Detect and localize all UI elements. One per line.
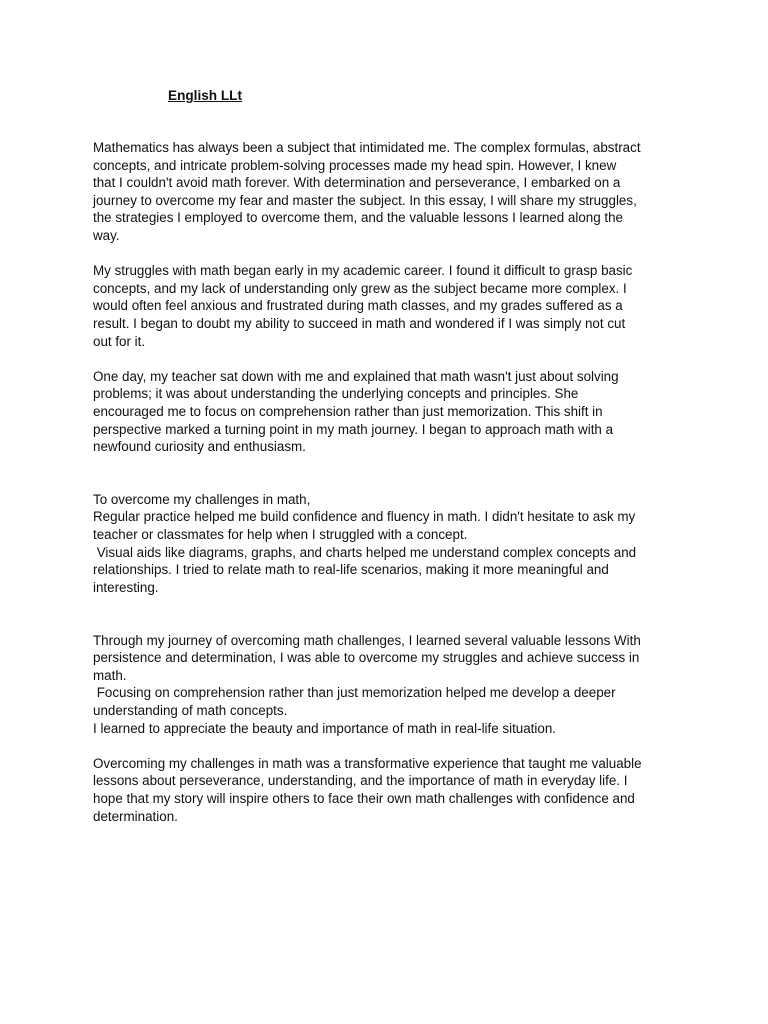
text-line: encouraged me to focus on comprehension rather than just memorization. This shift in xyxy=(93,403,603,419)
text-line: determination. xyxy=(93,808,178,824)
text-line: perspective marked a turning point in my math journey. I began to approach math with a xyxy=(93,421,614,437)
text-line: concepts, and intricate problem-solving processes made my head spin. However, I knew xyxy=(93,157,617,173)
text-line: Mathematics has always been a subject that intimidated me. The complex formulas, abstract xyxy=(93,140,641,155)
text-line: Visual aids like diagrams, graphs, and charts helped me understand complex concepts and xyxy=(93,544,637,560)
paragraph-gap xyxy=(93,245,693,263)
text-line: concepts, and my lack of understanding only grew as the subject became more complex. I xyxy=(93,280,627,296)
text-line: My struggles with math began early in my academic career. I found it difficult to grasp basic xyxy=(93,263,633,279)
text-line: out for it. xyxy=(93,333,146,349)
text-line: Focusing on comprehension rather than just memorization helped me develop a deeper xyxy=(93,685,616,701)
text-line: interesting. xyxy=(93,579,159,595)
document-title: English LLt xyxy=(168,88,243,103)
paragraph-struggles xyxy=(93,262,693,350)
paragraph-strategies xyxy=(93,491,693,597)
text-line: relationships. I tried to relate math to real-life scenarios, making it more meaningful and xyxy=(93,562,609,578)
text-line: math. xyxy=(93,667,127,683)
text-line: hope that my story will inspire others to face their own math challenges with confidence and xyxy=(93,790,635,806)
text-line: way. xyxy=(93,227,120,243)
paragraph-gap xyxy=(93,456,693,491)
text-line: would often feel anxious and frustrated during math classes, and my grades suffered as a xyxy=(93,298,623,314)
paragraph-introduction xyxy=(93,139,693,245)
text-line: Regular practice helped me build confidence and fluency in math. I didn't hesitate to ask my xyxy=(93,509,636,525)
text-line: Through my journey of overcoming math challenges, I learned several valuable lessons With xyxy=(93,632,641,648)
document-body xyxy=(93,139,693,825)
paragraph-turning-point xyxy=(93,368,693,456)
text-line: persistence and determination, I was able to overcome my struggles and achieve success in xyxy=(93,650,640,666)
text-line: newfound curiosity and enthusiasm. xyxy=(93,439,306,455)
text-line: result. I began to doubt my ability to succeed in math and wondered if I was simply not cut xyxy=(93,315,626,331)
text-line: I learned to appreciate the beauty and importance of math in real-life situation. xyxy=(93,720,556,736)
text-line: problems; it was about understanding the underlying concepts and principles. She xyxy=(93,386,579,402)
paragraph-lessons xyxy=(93,632,693,738)
text-line: journey to overcome my fear and master the subject. In this essay, I will share my struggles, xyxy=(93,192,637,208)
paragraph-gap xyxy=(93,350,693,368)
paragraph-gap xyxy=(93,596,693,631)
text-line: teacher or classmates for help when I struggled with a concept. xyxy=(93,527,468,543)
text-line: To overcome my challenges in math, xyxy=(93,491,311,507)
text-line: Overcoming my challenges in math was a transformative experience that taught me valuable xyxy=(93,755,642,771)
text-line: lessons about perseverance, understanding, and the importance of math in everyday life. I xyxy=(93,773,628,789)
paragraph-gap xyxy=(93,737,693,755)
text-line: the strategies I employed to overcome them, and the valuable lessons I learned along the xyxy=(93,210,623,226)
text-line: One day, my teacher sat down with me and explained that math wasn't just about solving xyxy=(93,368,619,384)
text-line: that I couldn't avoid math forever. With determination and perseverance, I embarked on a xyxy=(93,175,621,191)
text-line: understanding of math concepts. xyxy=(93,703,288,718)
paragraph-conclusion xyxy=(93,755,693,825)
